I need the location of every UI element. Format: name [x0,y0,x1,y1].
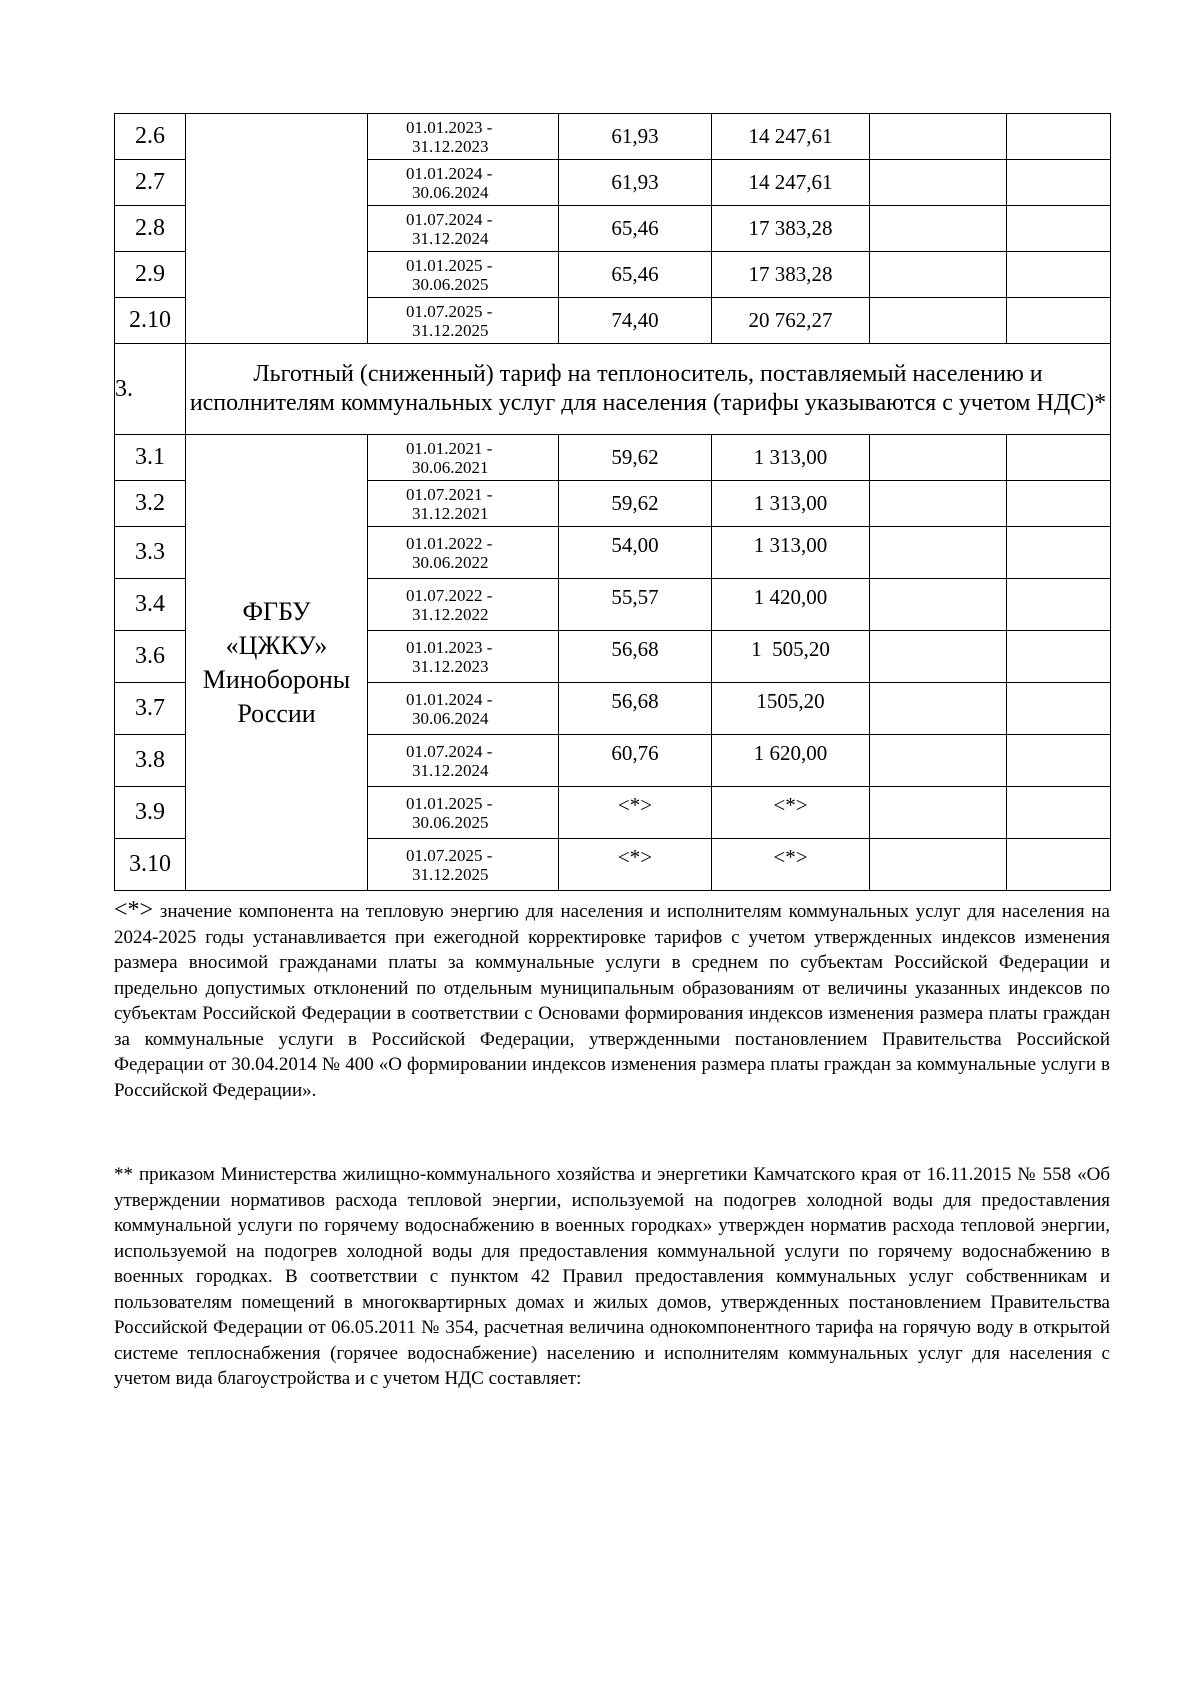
component-value: 60,76 [559,735,712,787]
component-value: <*> [559,787,712,839]
empty-cell [870,435,1007,481]
empty-cell [1007,631,1111,683]
period-cell: 01.07.2024 - 31.12.2024 [368,735,559,787]
empty-cell [870,298,1007,344]
tariff-value: 17 383,28 [712,206,870,252]
empty-cell [870,481,1007,527]
empty-cell [1007,579,1111,631]
component-value: 55,57 [559,579,712,631]
empty-cell [1007,160,1111,206]
period-cell: 01.01.2023 - 31.12.2023 [368,631,559,683]
component-value: 61,93 [559,160,712,206]
empty-cell [1007,839,1111,891]
empty-cell [1007,735,1111,787]
org-name-line: России [237,698,316,728]
tariff-value: 20 762,27 [712,298,870,344]
period-cell: 01.01.2024 - 30.06.2024 [368,160,559,206]
empty-cell [1007,252,1111,298]
footnote-component [114,898,1110,1103]
component-value: 74,40 [559,298,712,344]
org-cell-empty [186,114,368,344]
tariff-value: 1 313,00 [712,527,870,579]
empty-cell [870,631,1007,683]
component-value: 59,62 [559,435,712,481]
empty-cell [1007,481,1111,527]
tariff-value: 1 620,00 [712,735,870,787]
footnote-marker: <*> [114,897,154,923]
empty-cell [1007,298,1111,344]
period-cell: 01.01.2025 - 30.06.2025 [368,787,559,839]
org-name-line: Минобороны [202,664,351,694]
empty-cell [870,683,1007,735]
empty-cell [1007,206,1111,252]
period-cell: 01.07.2025 - 31.12.2025 [368,839,559,891]
empty-cell [870,527,1007,579]
empty-cell [870,839,1007,891]
table-row [115,114,1111,160]
empty-cell [1007,114,1111,160]
empty-cell [870,787,1007,839]
component-value: 59,62 [559,481,712,527]
component-value: 56,68 [559,683,712,735]
section-header-row [115,344,1111,435]
component-value: <*> [559,839,712,891]
row-number: 2.10 [115,298,186,344]
period-cell: 01.07.2024 - 31.12.2024 [368,206,559,252]
tariff-value: 17 383,28 [712,252,870,298]
tariff-table [114,113,1111,891]
empty-cell [870,579,1007,631]
tariff-value: 14 247,61 [712,114,870,160]
org-name-line: ФГБУ [242,596,311,626]
row-number: 2.8 [115,206,186,252]
tariff-value: 1505,20 [712,683,870,735]
organization-cell [186,435,368,891]
table-row [115,435,1111,481]
footnote-norm [114,1162,1110,1392]
tariff-value: 14 247,61 [712,160,870,206]
period-cell: 01.01.2024 - 30.06.2024 [368,683,559,735]
component-value: 54,00 [559,527,712,579]
row-number: 2.6 [115,114,186,160]
component-value: 61,93 [559,114,712,160]
row-number: 3.7 [115,683,186,735]
row-number: 2.9 [115,252,186,298]
period-cell: 01.01.2022 - 30.06.2022 [368,527,559,579]
empty-cell [870,114,1007,160]
empty-cell [870,735,1007,787]
row-number: 3.4 [115,579,186,631]
row-number: 3.3 [115,527,186,579]
tariff-value: 1 313,00 [712,481,870,527]
empty-cell [1007,787,1111,839]
row-number: 3.10 [115,839,186,891]
row-number: 2.7 [115,160,186,206]
period-cell: 01.01.2025 - 30.06.2025 [368,252,559,298]
tariff-value: 1 313,00 [712,435,870,481]
empty-cell [870,160,1007,206]
period-cell: 01.07.2025 - 31.12.2025 [368,298,559,344]
footnote-text: ** приказом Министерства жилищно-коммунального хозяйства и энергетики Камчатского края от 16.11.2015 № 558 «Об утверждении нормативов расхода тепловой энергии, используемой на подогрев холодной воды для предоставления коммунальной услуги по горячему водоснабжению в военных городках» утвержден норматив расхода тепловой энергии, используемой на подогрев холодной воды для предоставления коммунальной услуги по горячему водоснабжению в военных городках. В соответствии с пунктом 42 Правил предоставления коммунальных услуг собственникам и пользователям помещений в многоквартирных домах и жилых домов, утвержденных постановлением Правительства Российской Федерации от 06.05.2011 № 354, расчетная величина однокомпонентного тарифа на горячую воду в открытой системе теплоснабжения (горячее водоснабжение) населению и исполнителям коммунальных услуг для населения с учетом вида благоустройства и с учетом НДС составляет: [114,1164,1110,1389]
section-title: Льготный (сниженный) тариф на теплоноситель, поставляемый населению и исполнителям коммунальных услуг для населения (тарифы указываются с учетом НДС)* [186,344,1111,435]
tariff-value: 1 505,20 [712,631,870,683]
period-cell: 01.01.2023 - 31.12.2023 [368,114,559,160]
empty-cell [1007,527,1111,579]
footnote-text: значение компонента на тепловую энергию для населения и исполнителям коммунальных услуг для населения на 2024-2025 годы устанавливается при ежегодной корректировке тарифов с учетом утвержденных индексов изменения размера вносимой гражданами платы за коммунальные услуги в среднем по субъектам Российской Федерации и предельно допустимых отклонений по отдельным муниципальным образованиям от величины указанных индексов по субъектам Российской Федерации в соответствии с Основами формирования индексов изменения размера платы граждан за коммунальные услуги в Российской Федерации, утвержденными постановлением Правительства Российской Федерации от 30.04.2014 № 400 «О формировании индексов изменения размера платы граждан за коммунальные услуги в Российской Федерации». [114,901,1110,1101]
org-name-line: «ЦЖКУ» [225,630,328,660]
tariff-value: 1 420,00 [712,579,870,631]
period-cell: 01.07.2021 - 31.12.2021 [368,481,559,527]
row-number: 3.1 [115,435,186,481]
row-number: 3.8 [115,735,186,787]
empty-cell [870,252,1007,298]
row-number: 3.2 [115,481,186,527]
period-cell: 01.07.2022 - 31.12.2022 [368,579,559,631]
component-value: 56,68 [559,631,712,683]
row-number: 3.6 [115,631,186,683]
empty-cell [1007,435,1111,481]
component-value: 65,46 [559,252,712,298]
component-value: 65,46 [559,206,712,252]
empty-cell [1007,683,1111,735]
row-number: 3.9 [115,787,186,839]
tariff-value: <*> [712,787,870,839]
tariff-value: <*> [712,839,870,891]
period-cell: 01.01.2021 - 30.06.2021 [368,435,559,481]
section-number: 3. [115,344,186,435]
empty-cell [870,206,1007,252]
